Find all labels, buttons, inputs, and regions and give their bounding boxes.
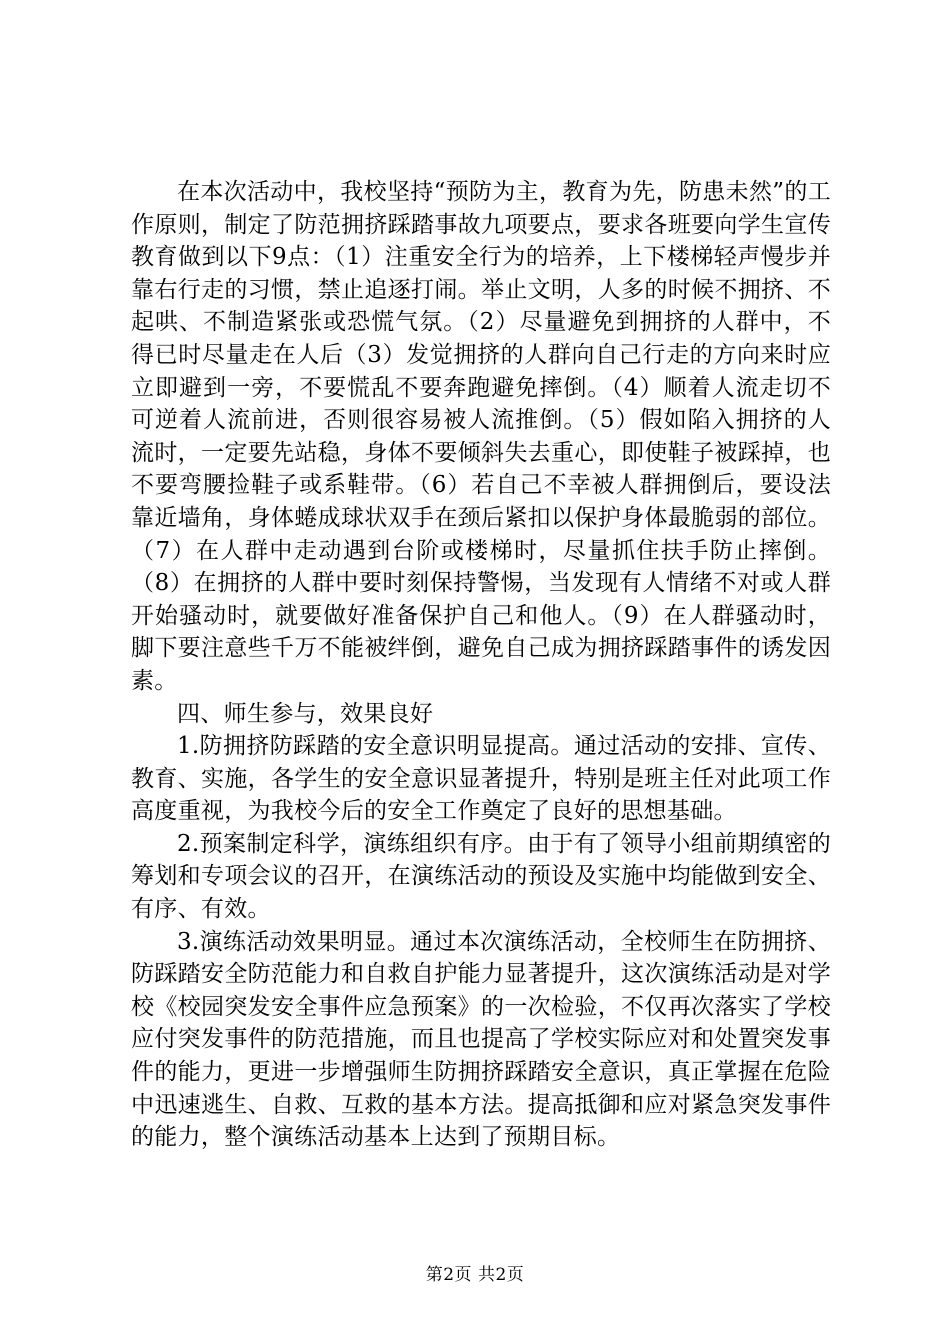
section-heading-4: 四、师生参与，效果良好 [177, 700, 434, 727]
body-paragraph-result-2: 2.预案制定科学，演练组织有序。由于有了领导小组前期缜密的筹划和专项会议的召开，在演练活动的预设及实施中均能做到安全、有序、有效。 [131, 830, 831, 923]
body-paragraph-result-3: 3.演练活动效果明显。通过本次演练活动，全校师生在防拥挤、防踩踏安全防范能力和自救自护能力显著提升，这次演练活动是对学校《校园突发安全事件应急预案》的一次检验，不仅再次落实了学校应付突发事件的防范措施，而且也提高了学校实际应对和处置突发事件的能力，更进一步增强师生防拥挤踩踏安全意识，真正掌握在危险中迅速逃生、自救、互救的基本方法。提高抵御和应对紧急突发事件的能力，整个演练活动基本上达到了预期目标。 [131, 928, 831, 1151]
page-footer: 第2页 共2页 [425, 1265, 525, 1285]
body-paragraph-result-1: 1.防拥挤防踩踏的安全意识明显提高。通过活动的安排、宣传、教育、实施，各学生的安全意识显著提升，特别是班主任对此项工作高度重视，为我校今后的安全工作奠定了良好的思想基础。 [131, 733, 831, 825]
document-body [131, 176, 831, 1154]
body-paragraph-measures: 在本次活动中，我校坚持“预防为主，教育为先，防患未然”的工作原则，制定了防范拥挤踩踏事故九项要点，要求各班要向学生宣传教育做到以下9点：（1）注重安全行为的培养，上下楼梯轻声慢步并靠右行走的习惯，禁止追逐打闹。举止文明，人多的时候不拥挤、不起哄、不制造紧张或恐慌气氛。（2）尽量避免到拥挤的人群中，不得已时尽量走在人后（3）发觉拥挤的人群向自己行走的方向来时应立即避到一旁，不要慌乱不要奔跑避免摔倒。（4）顺着人流走切不可逆着人流前进，否则很容易被人流推倒。（5）假如陷入拥挤的人流时，一定要先站稳，身体不要倾斜失去重心，即使鞋子被踩掉，也不要弯腰捡鞋子或系鞋带。（6）若自己不幸被人群拥倒后，要设法靠近墙角，身体蜷成球状双手在颈后紧扣以保护身体最脆弱的部位。（7）在人群中走动遇到台阶或楼梯时，尽量抓住扶手防止摔倒。（8）在拥挤的人群中要时刻保持警惕，当发现有人情绪不对或人群开始骚动时，就要做好准备保护自己和他人。（9）在人群骚动时，脚下要注意些千万不能被绊倒，避免自己成为拥挤踩踏事件的诱发因素。 [131, 179, 831, 694]
